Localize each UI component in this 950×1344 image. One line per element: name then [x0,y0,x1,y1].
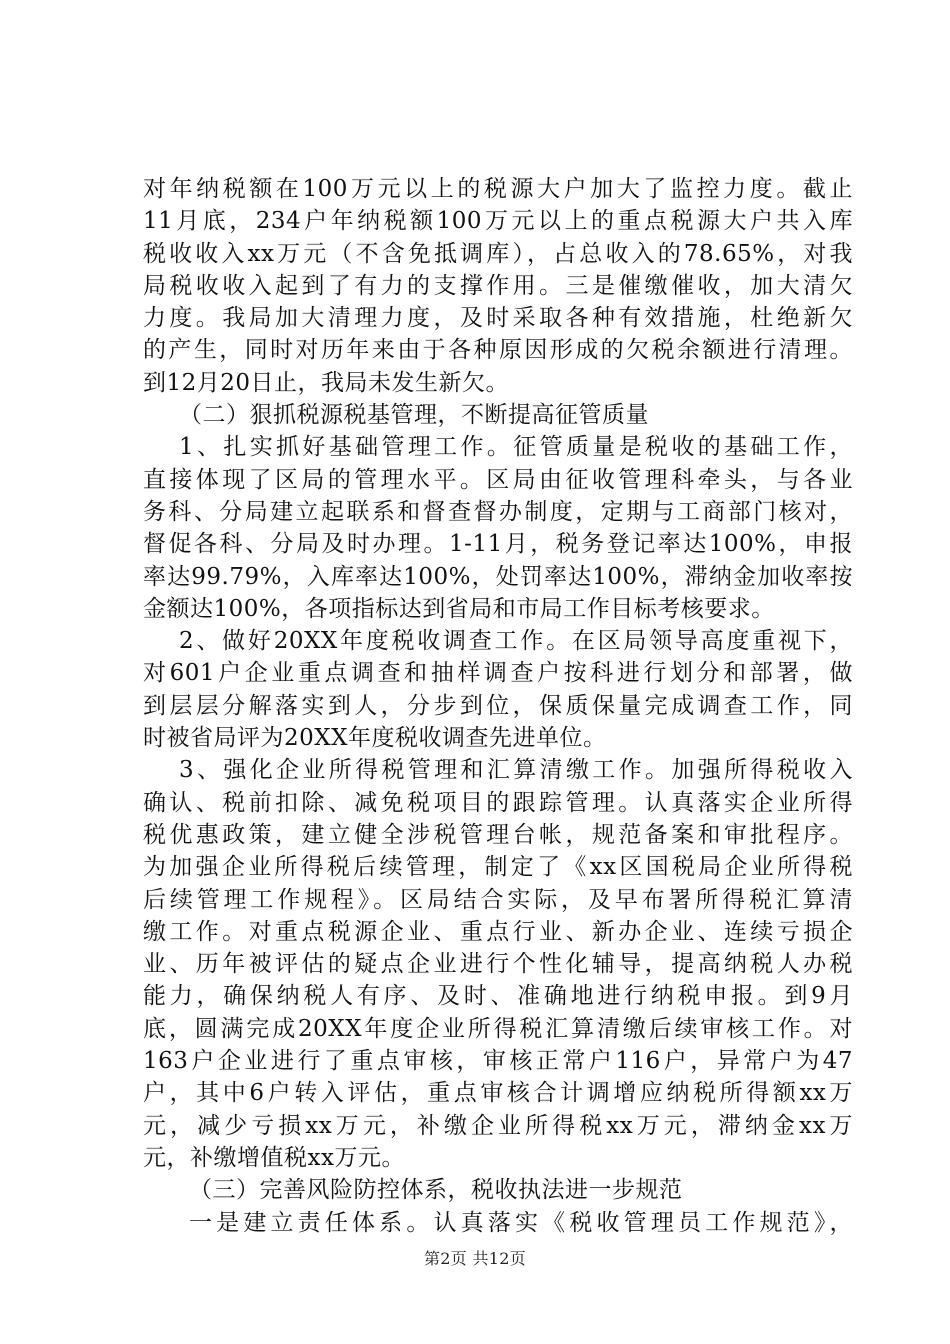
text-line: 11月底，234户年纳税额100万元以上的重点税源大户共入库 [143,208,853,235]
text-line: 到12月20日止，我局未发生新欠。 [143,369,510,396]
text-line: 元，减少亏损xx万元，补缴企业所得税xx万元，滞纳金xx万 [143,1112,853,1139]
text-line: 一是建立责任体系。认真落实《税收管理员工作规范》， [189,1209,853,1236]
text-line: 后续管理工作规程》。区局结合实际，及早布署所得税汇算清 [143,886,853,913]
text-line: 督促各科、分局及时办理。1-11月，税务登记率达100%，申报 [143,531,853,558]
section-heading: （三）完善风险防控体系，税收执法进一步规范 [189,1177,683,1204]
text-line: 对601户企业重点调查和抽样调查户按科进行划分和部署，做 [143,660,853,687]
text-line: 税收收入xx万元（不含免抵调库），占总收入的78.65%，对我 [143,240,853,267]
text-line: 税优惠政策，建立健全涉税管理台帐，规范备案和审批程序。 [143,821,853,848]
text-line: 力度。我局加大清理力度，及时采取各种有效措施，杜绝新欠 [143,305,853,332]
page-number-footer: 第2页 共12页 [423,1249,527,1268]
text-line: 底，圆满完成20XX年度企业所得税汇算清缴后续审核工作。对 [143,1015,853,1042]
text-line: 元，补缴增值税xx万元。 [143,1144,405,1171]
text-line: 163户企业进行了重点审核，审核正常户116户，异常户为47 [143,1048,853,1075]
text-line: 对年纳税额在100万元以上的税源大户加大了监控力度。截止 [143,176,853,202]
text-line: 户，其中6户转入评估，重点审核合计调增应纳税所得额xx万 [143,1080,853,1107]
text-line: 1、扎实抓好基础管理工作。征管质量是税收的基础工作， [179,434,853,461]
text-line: 的产生，同时对历年来由于各种原因形成的欠税余额进行清理。 [143,337,853,364]
text-line: 为加强企业所得税后续管理，制定了《xx区国税局企业所得税 [143,854,853,881]
text-line: 时被省局评为20XX年度税收调查先进单位。 [143,725,607,752]
section-heading: （二）狠抓税源税基管理，不断提高征管质量 [179,402,649,429]
text-line: 直接体现了区局的管理水平。区局由征收管理科牵头，与各业 [143,466,853,493]
text-line: 缴工作。对重点税源企业、重点行业、新办企业、连续亏损企 [143,918,853,945]
text-line: 务科、分局建立起联系和督查督办制度，定期与工商部门核对， [143,498,853,525]
document-body [143,173,853,1239]
text-line: 局税收收入起到了有力的支撑作用。三是催缴催收，加大清欠 [143,272,853,299]
text-line: 3、强化企业所得税管理和汇算清缴工作。加强所得税收入 [179,757,853,784]
text-line: 确认、税前扣除、减免税项目的跟踪管理。认真落实企业所得 [143,789,853,816]
text-line: 业、历年被评估的疑点企业进行个性化辅导，提高纳税人办税 [143,951,853,978]
text-line: 到层层分解落实到人，分步到位，保质保量完成调查工作，同 [143,692,853,719]
text-line: 能力，确保纳税人有序、及时、准确地进行纳税申报。到9月 [143,983,853,1010]
text-line: 金额达100%，各项指标达到省局和市局工作目标考核要求。 [143,595,775,622]
text-line: 率达99.79%，入库率达100%，处罚率达100%，滞纳金加收率按 [143,563,853,590]
text-line: 2、做好20XX年度税收调查工作。在区局领导高度重视下， [179,628,853,655]
